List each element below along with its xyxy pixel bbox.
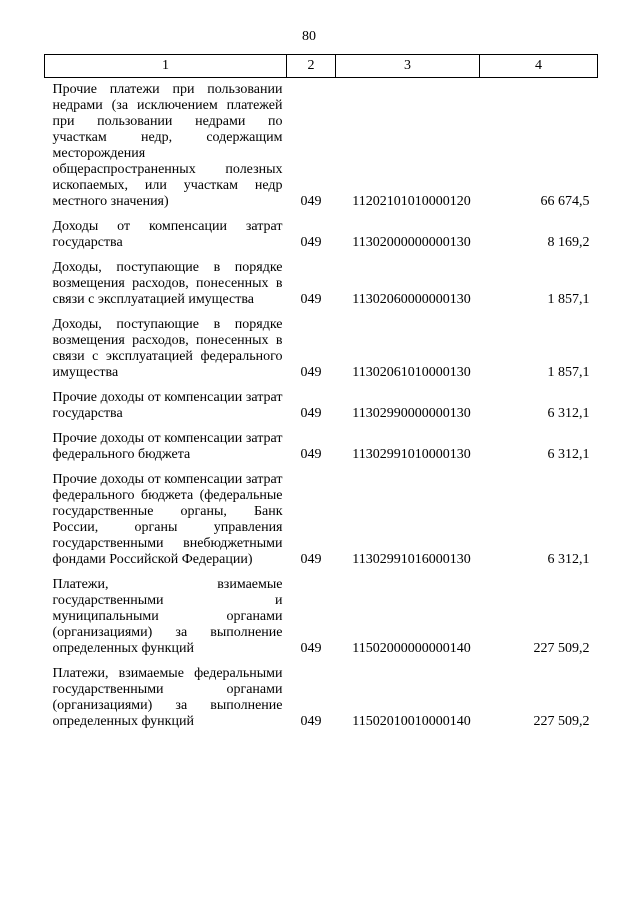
admin-code: 049 [300, 714, 322, 729]
table-row [45, 657, 598, 730]
header-col-3: 3 [336, 55, 480, 78]
table-row [45, 308, 598, 381]
table-row [45, 381, 598, 422]
table-row [45, 422, 598, 463]
admin-code: 049 [300, 406, 322, 421]
amount: 66 674,5 [540, 194, 590, 209]
table-row [45, 568, 598, 657]
admin-code: 049 [300, 194, 322, 209]
table-row [45, 463, 598, 568]
page-number: 80 [302, 29, 316, 44]
admin-code: 049 [300, 235, 322, 250]
budget-classification-code: 11302000000000130 [352, 235, 471, 250]
revenue-name: Прочие платежи при пользовании недрами (за исключением платежей при пользовании недрами по участкам недр, содержащим месторождения общераспространенных полезных ископаемых, или участкам недр местного значения) [52, 82, 283, 209]
table-header-row [45, 55, 598, 78]
amount: 6 312,1 [547, 447, 590, 462]
amount: 8 169,2 [547, 235, 590, 250]
admin-code: 049 [300, 292, 322, 307]
table-row [45, 251, 598, 308]
revenue-name: Доходы, поступающие в порядке возмещения расходов, понесенных в связи с эксплуатацией имущества [52, 260, 283, 307]
revenue-name: Доходы, поступающие в порядке возмещения расходов, понесенных в связи с эксплуатацией федерального имущества [52, 317, 283, 380]
table-row [45, 210, 598, 251]
admin-code: 049 [300, 641, 322, 656]
amount: 227 509,2 [533, 714, 590, 729]
revenue-name: Прочие доходы от компенсации затрат государства [52, 390, 283, 421]
admin-code: 049 [300, 365, 322, 380]
budget-classification-code: 11502010010000140 [352, 714, 471, 729]
header-col-1: 1 [45, 55, 287, 78]
amount: 227 509,2 [533, 641, 590, 656]
header-col-2: 2 [287, 55, 336, 78]
amount: 1 857,1 [547, 365, 590, 380]
admin-code: 049 [300, 447, 322, 462]
budget-classification-code: 11302061010000130 [352, 365, 471, 380]
budget-classification-code: 11302990000000130 [352, 406, 471, 421]
revenue-name: Прочие доходы от компенсации затрат федерального бюджета (федеральные государственные органы, Банк России, органы управления государственными внебюджетными фондами Российской Федерации) [52, 472, 283, 567]
amount: 6 312,1 [547, 406, 590, 421]
budget-classification-code: 11302991010000130 [352, 447, 471, 462]
admin-code: 049 [300, 552, 322, 567]
budget-classification-code: 11302060000000130 [352, 292, 471, 307]
table-row [45, 78, 598, 211]
budget-classification-code: 11302991016000130 [352, 552, 471, 567]
revenue-name: Платежи, взимаемые федеральными государственными органами (организациями) за выполнение определенных функций [52, 666, 283, 729]
amount: 1 857,1 [547, 292, 590, 307]
budget-classification-code: 11202101010000120 [352, 194, 471, 209]
revenue-name: Прочие доходы от компенсации затрат федерального бюджета [52, 431, 283, 462]
revenue-name: Платежи, взимаемые государственными и муниципальными органами (организациями) за выполнение определенных функций [52, 577, 283, 656]
header-col-4: 4 [480, 55, 598, 78]
budget-classification-code: 11502000000000140 [352, 641, 471, 656]
revenue-table [44, 54, 598, 730]
amount: 6 312,1 [547, 552, 590, 567]
revenue-name: Доходы от компенсации затрат государства [52, 219, 283, 250]
